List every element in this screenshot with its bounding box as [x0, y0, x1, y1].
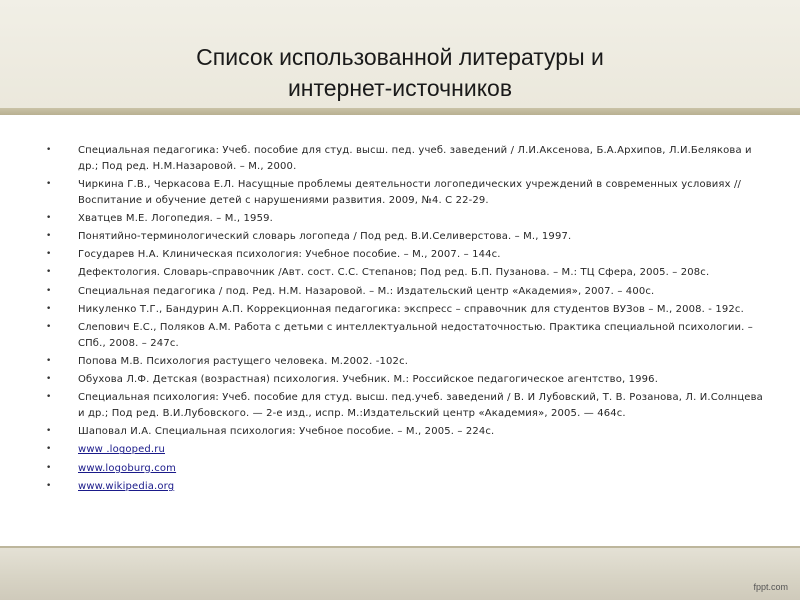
reference-text: Дефектология. Словарь-справочник /Авт. сост. С.С. Степанов; Под ред. Б.П. Пузанова. – М.: ТЦ Сфера, 2005. – 208с.: [78, 267, 710, 279]
reference-item: [44, 479, 764, 495]
link-wikipedia[interactable]: www.wikipedia.org: [78, 480, 175, 492]
reference-item: [44, 461, 764, 477]
reference-text: Слепович Е.С., Поляков А.М. Работа с детьми с интеллектуальной недостаточностью. Практика специальной психологии. – СПб., 2008. – 247с.: [78, 322, 753, 349]
reference-text: Понятийно-терминологический словарь логопеда / Под ред. В.И.Селиверстова. – М., 1997.: [78, 231, 572, 243]
bullet-icon: •: [46, 392, 52, 403]
reference-item: [44, 211, 764, 227]
header-divider: [0, 108, 800, 115]
slide-title: [60, 42, 740, 104]
bullet-icon: •: [46, 231, 52, 242]
link-logoped[interactable]: www .logoped.ru: [78, 444, 165, 456]
reference-item: [44, 247, 764, 263]
reference-item: [44, 265, 764, 281]
bullet-icon: •: [46, 267, 52, 278]
slide-title-line-1: Список использованной литературы и: [196, 44, 604, 70]
reference-item: [44, 302, 764, 318]
reference-item: [44, 424, 764, 440]
reference-text: Специальная психология: Учеб. пособие для студ. высш. пед.учеб. заведений / В. И Лубовский, Т. В. Розанова, Л. И.Солнцева и др.; Под ред. В.И.Лубовского. — 2-е изд., испр. М.:Издательский центр «Академия», 2005. — 464с.: [78, 392, 763, 420]
reference-item: [44, 372, 764, 388]
reference-text: Шаповал И.А. Специальная психология: Учебное пособие. – М., 2005. – 224с.: [78, 426, 495, 438]
reference-item: [44, 442, 764, 458]
reference-item: [44, 320, 764, 351]
bullet-icon: •: [46, 178, 52, 189]
reference-text: Специальная педагогика: Учеб. пособие для студ. высш. пед. учеб. заведений / Л.И.Аксенова, Б.А.Архипов, Л.И.Белякова и др.; Под ред. Н.М.Назаровой. – М., 2000.: [78, 145, 752, 172]
reference-text: Чиркина Г.В., Черкасова Е.Л. Насущные проблемы деятельности логопедических учреждений в современных условиях // Воспитание и обучение детей с нарушениями развития. 2009, №4. С 22-29.: [78, 178, 742, 206]
reference-text: Хватцев М.Е. Логопедия. – М., 1959.: [78, 212, 273, 224]
brand-watermark: fppt.com: [753, 582, 788, 592]
reference-text: Обухова Л.Ф. Детская (возрастная) психология. Учебник. М.: Российское педагогическое агентство, 1996.: [78, 374, 659, 386]
bullet-icon: •: [46, 303, 52, 314]
reference-text: Государев Н.А. Клиническая психология: Учебное пособие. – М., 2007. – 144с.: [78, 249, 501, 261]
bullet-icon: •: [46, 355, 52, 366]
bullet-icon: •: [46, 480, 52, 491]
reference-item: [44, 354, 764, 370]
reference-text: Никуленко Т.Г., Бандурин А.П. Коррекционная педагогика: экспресс – справочник для студентов ВУЗов – М., 2008. - 192с.: [78, 303, 744, 315]
slide-title-line-2: интернет-источников: [287, 75, 513, 101]
reference-item: [44, 177, 764, 208]
bullet-icon: •: [46, 462, 52, 473]
bullet-icon: •: [46, 212, 52, 223]
reference-item: [44, 143, 764, 174]
bullet-icon: •: [46, 145, 52, 155]
reference-item: [44, 229, 764, 245]
bullet-icon: •: [46, 426, 52, 437]
reference-text: Специальная педагогика / под. Ред. Н.М. Назаровой. – М.: Издательский центр «Академия», 2007. – 400с.: [78, 285, 655, 297]
footer-band: [0, 548, 800, 600]
reference-item: [44, 390, 764, 421]
bullet-icon: •: [46, 249, 52, 260]
bullet-icon: •: [46, 444, 52, 455]
link-logoburg[interactable]: www.logoburg.com: [78, 462, 177, 474]
bullet-icon: •: [46, 322, 52, 333]
reference-item: [44, 284, 764, 300]
reference-text: Попова М.В. Психология растущего человека. М.2002. -102с.: [78, 355, 409, 367]
bullet-icon: •: [46, 285, 52, 296]
reference-list: [44, 143, 764, 497]
bullet-icon: •: [46, 374, 52, 385]
